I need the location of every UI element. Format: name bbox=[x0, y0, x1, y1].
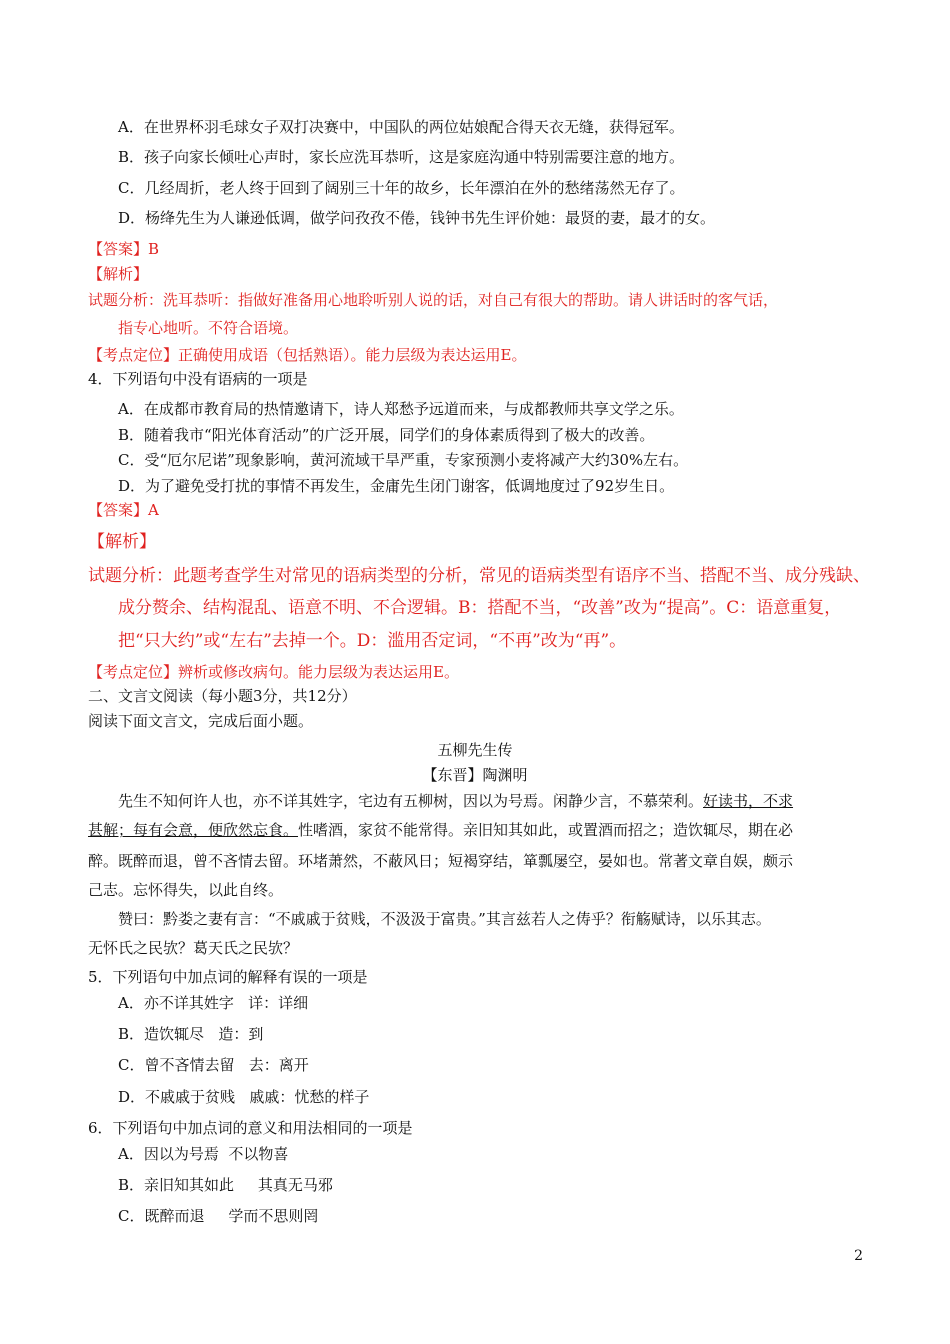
q3-option-d: D．杨绛先生为人谦逊低调，做学问孜孜不倦，钱钟书先生评价她：最贤的妻，最才的女。 bbox=[118, 209, 716, 227]
passage-text: 性嗜酒，家贫不能常得。亲旧知其如此，或置酒而招之；造饮辄尽，期在必 bbox=[298, 821, 794, 839]
q6-option-a: A．因以为号焉 不以物喜 bbox=[118, 1145, 289, 1163]
passage-p2-line-1: 赞曰：黔娄之妻有言：“不戚戚于贫贱，不汲汲于富贵。”其言兹若人之俦乎？衔觞赋诗，以乐其志。 bbox=[118, 910, 771, 928]
q3-option-a: A．在世界杯羽毛球女子双打决赛中，中国队的两位姑娘配合得天衣无缝，获得冠军。 bbox=[118, 118, 684, 136]
q6-option-c: C．既醉而退 学而不思则罔 bbox=[118, 1207, 319, 1225]
q4-option-c: C．受“厄尔尼诺”现象影响，黄河流域干旱严重，专家预测小麦将减产大约30%左右。 bbox=[118, 451, 689, 469]
q4-analysis-line-1: 试题分析：此题考查学生对常见的语病类型的分析，常见的语病类型有语序不当、搭配不当、成分残缺、 bbox=[88, 566, 870, 586]
passage-dynasty: 【东晋】 bbox=[422, 766, 483, 784]
q4-option-b: B．随着我市“阳光体育活动”的广泛开展，同学们的身体素质得到了极大的改善。 bbox=[118, 426, 655, 444]
passage-author-line bbox=[0, 765, 950, 785]
page-number: 2 bbox=[854, 1248, 863, 1264]
underlined-sentence: 甚解；每有会意，便欣然忘食。 bbox=[88, 821, 299, 839]
q5-option-c: C．曾不吝情去留 去：离开 bbox=[118, 1056, 309, 1074]
underlined-sentence: 好读书，不求 bbox=[703, 792, 794, 810]
q6-stem: 6．下列语句中加点词的意义和用法相同的一项是 bbox=[88, 1119, 413, 1137]
q3-analysis-line-1: 试题分析：洗耳恭听：指做好准备用心地聆听别人说的话，对自己有很大的帮助。请人讲话时的客气话， bbox=[88, 291, 779, 309]
section2-intro: 阅读下面文言文，完成后面小题。 bbox=[88, 712, 314, 730]
passage-text: 先生不知何许人也，亦不详其姓字，宅边有五柳树，因以为号焉。闲静少言，不慕荣利。 bbox=[118, 792, 704, 810]
q5-option-a: A．亦不详其姓字 详：详细 bbox=[118, 994, 309, 1012]
passage-p1-line-2 bbox=[88, 820, 793, 840]
q5-option-b: B．造饮辄尽 造：到 bbox=[118, 1025, 264, 1043]
q4-analysis-label: 【解析】 bbox=[88, 532, 156, 552]
q4-option-d: D．为了避免受打扰的事情不再发生，金庸先生闭门谢客，低调地度过了92岁生日。 bbox=[118, 477, 675, 495]
passage-p1-line-3: 醉。既醉而退，曾不吝情去留。环堵萧然，不蔽风日；短褐穿结，箪瓢屡空，晏如也。常著文章自娱，颇示 bbox=[88, 852, 794, 870]
q3-option-c: C．几经周折，老人终于回到了阔别三十年的故乡，长年漂泊在外的愁绪荡然无存了。 bbox=[118, 179, 685, 197]
q3-analysis-label: 【解析】 bbox=[88, 265, 149, 283]
q4-point: 【考点定位】辨析或修改病句。能力层级为表达运用E。 bbox=[88, 663, 459, 681]
section2-title: 二、文言文阅读（每小题3分，共12分） bbox=[88, 687, 357, 705]
q4-stem: 4．下列语句中没有语病的一项是 bbox=[88, 370, 308, 388]
passage-title: 五柳先生传 bbox=[437, 741, 513, 759]
q3-answer: 【答案】B bbox=[88, 240, 160, 258]
q3-option-b: B．孩子向家长倾吐心声时，家长应洗耳恭听，这是家庭沟通中特别需要注意的地方。 bbox=[118, 148, 685, 166]
passage-p1-line-4: 己志。忘怀得失，以此自终。 bbox=[88, 881, 284, 899]
q3-point: 【考点定位】正确使用成语（包括熟语）。能力层级为表达运用E。 bbox=[88, 346, 527, 364]
q3-analysis-line-2: 指专心地听。不符合语境。 bbox=[118, 319, 299, 337]
q5-stem: 5．下列语句中加点词的解释有误的一项是 bbox=[88, 968, 368, 986]
passage-p2-line-2: 无怀氏之民欤？葛天氏之民欤？ bbox=[88, 939, 299, 957]
q5-option-d: D．不戚戚于贫贱 戚戚：忧愁的样子 bbox=[118, 1088, 370, 1106]
passage-p1-line-1 bbox=[118, 791, 793, 811]
q6-option-b: B．亲旧知其如此 其真无马邪 bbox=[118, 1176, 333, 1194]
q4-answer: 【答案】A bbox=[88, 501, 159, 519]
passage-author: 陶渊明 bbox=[482, 766, 528, 784]
q4-analysis-line-2: 成分赘余、结构混乱、语意不明、不合逻辑。B：搭配不当，“改善”改为“提高”。C：语意重复， bbox=[118, 598, 842, 618]
q4-option-a: A．在成都市教育局的热情邀请下，诗人郑愁予远道而来，与成都教师共享文学之乐。 bbox=[118, 400, 684, 418]
q4-analysis-line-3: 把“只大约”或“左右”去掉一个。D：滥用否定词，“不再”改为“再”。 bbox=[118, 631, 627, 651]
